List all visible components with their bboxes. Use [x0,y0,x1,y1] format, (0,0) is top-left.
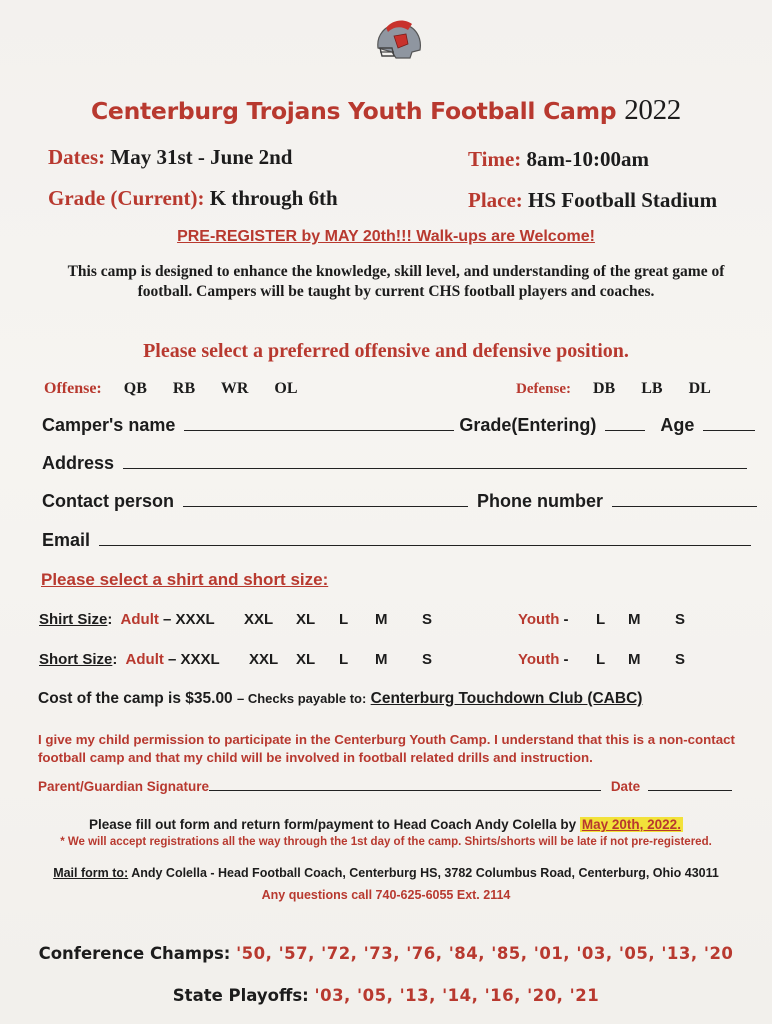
offense-label: Offense: [44,380,102,397]
short-size-label: Short Size [39,651,113,668]
positions-heading: Please select a preferred offensive and defensive position. [143,340,629,362]
conference-champs [0,944,772,963]
short-youth-m[interactable]: M [628,651,641,668]
signature-row [38,779,732,794]
dates-row [48,145,292,170]
title-main: Centerburg Trojans Youth Football Camp [90,97,617,125]
contact-person-field[interactable] [183,506,468,507]
short-adult-xl[interactable]: XL [296,651,316,668]
camp-description: This camp is designed to enhance the knowledge, skill level, and understanding of the great game of football. Campers will be taught by current CHS football players and coaches. [67,263,725,300]
mail-label: Mail form to: [53,866,129,880]
time-row [468,147,649,172]
place-value: HS Football Stadium [528,188,718,212]
conference-years: '50, '57, '72, '73, '76, '84, '85, '01, '03, '05, '13, '20 [236,944,734,963]
camper-name-row [42,415,755,436]
shirt-adult-m[interactable]: M [375,611,388,628]
shirt-youth-s[interactable]: S [675,611,686,628]
playoffs-years: '03, '05, '13, '14, '16, '20, '21 [314,986,600,1005]
permission-statement: I give my child permission to participate in the Centerburg Youth Camp. I understand that this is a non-contact football camp and that my child will be involved in football related drills and instruction. [38,732,735,765]
deadline-highlight: May 20th, 2022. [581,817,681,832]
title-year: 2022 [624,94,681,126]
short-youth-row: Youth - [518,651,569,668]
shirt-short-heading: Please select a shirt and short size: [41,570,329,589]
address-label: Address [42,453,115,473]
defense-option-db[interactable]: DB [592,380,616,397]
shirt-adult-l[interactable]: L [339,611,349,628]
signature-field[interactable] [209,790,601,791]
date-field[interactable] [648,790,732,791]
short-adult-l[interactable]: L [339,651,349,668]
offense-row [44,380,320,398]
preregister-notice: PRE-REGISTER by MAY 20th!!! Walk-ups are Welcome! [177,228,595,245]
short-size-row: Short Size: Adult – XXXL [39,651,220,668]
address-row [42,453,747,474]
accept-note: * We will accept registrations all the way through the 1st day of the camp. Shirts/shorts will be late if not pre-registered. [60,836,712,848]
short-adult-xxl[interactable]: XXL [249,651,279,668]
shirt-adult-xxxl[interactable]: XXXL [175,611,215,628]
grade-value: K through 6th [209,186,338,210]
defense-row [516,380,711,398]
short-adult-m[interactable]: M [375,651,388,668]
grade-row [48,186,338,211]
cost-text: Cost of the camp is $35.00 [38,690,233,707]
playoffs-label: State Playoffs: [172,986,309,1005]
address-field[interactable] [123,468,747,469]
grade-entering-field[interactable] [605,430,645,431]
shirt-adult-xxl[interactable]: XXL [244,611,274,628]
offense-option-qb[interactable]: QB [123,380,147,397]
shirt-adult-xl[interactable]: XL [296,611,316,628]
place-row [468,188,717,213]
phone-number-field[interactable] [612,506,757,507]
return-text: Please fill out form and return form/payment to Head Coach Andy Colella by [89,817,577,832]
age-label: Age [660,415,695,435]
defense-option-dl[interactable]: DL [688,380,711,397]
short-adult-label: Adult [125,651,164,668]
defense-option-lb[interactable]: LB [641,380,663,397]
date-label: Date [610,779,641,794]
shirt-youth-row: Youth - [518,611,569,628]
email-label: Email [42,530,91,550]
offense-option-rb[interactable]: RB [172,380,196,397]
questions-contact: Any questions call 740-625-6055 Ext. 2114 [261,888,511,902]
shirt-youth-label: Youth [518,611,560,628]
contact-person-label: Contact person [42,491,175,511]
trojan-helmet-icon [372,18,426,64]
offense-option-ol[interactable]: OL [274,380,298,397]
signature-label: Parent/Guardian Signature [38,779,210,794]
shirt-youth-l[interactable]: L [596,611,606,628]
shirt-size-row: Shirt Size: Adult – XXXL [39,611,215,628]
short-youth-label: Youth [518,651,560,668]
offense-option-wr[interactable]: WR [220,380,249,397]
email-row [42,530,751,551]
shirt-youth-m[interactable]: M [628,611,641,628]
short-adult-s[interactable]: S [422,651,433,668]
short-youth-l[interactable]: L [596,651,606,668]
checks-payable-text: – Checks payable to: [237,691,367,706]
camper-name-label: Camper's name [42,415,176,435]
conference-label: Conference Champs: [38,944,231,963]
shirt-adult-s[interactable]: S [422,611,433,628]
grade-label: Grade (Current): [48,186,205,210]
time-value: 8am-10:00am [526,147,650,171]
dates-value: May 31st - June 2nd [110,145,293,169]
place-label: Place: [468,188,523,212]
phone-number-label: Phone number [477,491,604,511]
state-playoffs [0,986,772,1005]
time-label: Time: [468,147,522,171]
mail-address-text: Andy Colella - Head Football Coach, Centerburg HS, 3782 Columbus Road, Centerburg, Ohio 43011 [131,866,719,880]
defense-label: Defense: [516,381,571,397]
return-instructions [0,817,772,832]
grade-entering-label: Grade(Entering) [459,415,597,435]
club-name: Centerburg Touchdown Club (CABC) [370,690,643,707]
short-youth-s[interactable]: S [675,651,686,668]
shirt-size-label: Shirt Size [39,611,108,628]
age-field[interactable] [703,430,755,431]
shirt-adult-label: Adult [120,611,159,628]
mail-address [0,866,772,880]
dates-label: Dates: [48,145,106,169]
email-field[interactable] [99,545,751,546]
page-title [0,94,772,127]
contact-row [42,491,757,512]
camper-name-field[interactable] [184,430,454,431]
cost-line [38,690,642,708]
short-adult-xxxl[interactable]: XXXL [180,651,220,668]
